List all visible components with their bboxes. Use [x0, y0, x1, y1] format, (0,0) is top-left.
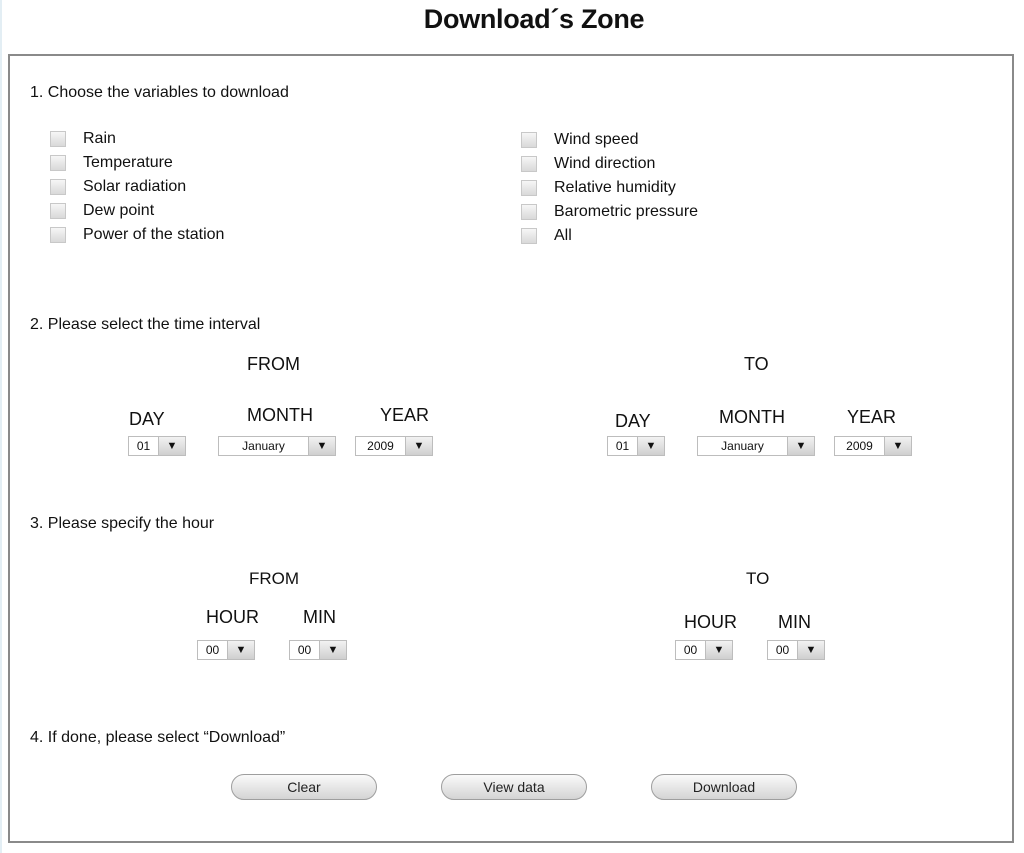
chevron-down-icon[interactable]: ▼ [308, 437, 335, 455]
to-day-value: 01 [615, 439, 630, 453]
power-of-station-label: Power of the station [83, 226, 225, 243]
page-title: Download´s Zone [423, 4, 645, 34]
to-day-label: DAY [615, 411, 651, 431]
chevron-down-icon[interactable]: ▼ [637, 437, 664, 455]
step2-heading: 2. Please select the time interval [30, 316, 261, 333]
from-month-value: January [242, 439, 285, 453]
solar-radiation-checkbox[interactable] [50, 179, 66, 195]
chevron-down-icon[interactable]: ▼ [227, 641, 254, 659]
chevron-down-icon[interactable]: ▼ [405, 437, 432, 455]
to-month-select[interactable] [697, 436, 815, 456]
wind-direction-label: Wind direction [554, 155, 656, 172]
chevron-down-icon[interactable]: ▼ [797, 641, 824, 659]
from-hour-value: 00 [205, 643, 220, 657]
from-hour-select[interactable] [197, 640, 255, 660]
from-min-value: 00 [297, 643, 312, 657]
variable-barometric-pressure[interactable] [521, 200, 698, 224]
variables-left-column [50, 127, 224, 247]
dew-point-checkbox[interactable] [50, 203, 66, 219]
to-month-label: MONTH [719, 407, 785, 427]
barometric-pressure-label: Barometric pressure [554, 203, 699, 220]
wind-speed-label: Wind speed [554, 131, 639, 148]
from-min-label: MIN [303, 607, 336, 627]
rain-label: Rain [83, 130, 116, 147]
from-year-select[interactable] [355, 436, 433, 456]
from-month-select[interactable] [218, 436, 336, 456]
temperature-checkbox[interactable] [50, 155, 66, 171]
step3-heading: 3. Please specify the hour [30, 515, 215, 532]
from-year-label: YEAR [380, 405, 430, 425]
chevron-down-icon[interactable]: ▼ [884, 437, 911, 455]
to-year-value: 2009 [846, 439, 873, 453]
variable-power-of-station[interactable] [50, 223, 224, 247]
variable-all[interactable] [521, 224, 698, 248]
rain-checkbox[interactable] [50, 131, 66, 147]
to-min-value: 00 [775, 643, 790, 657]
relative-humidity-label: Relative humidity [554, 179, 676, 196]
all-checkbox[interactable] [521, 228, 537, 244]
solar-radiation-label: Solar radiation [83, 178, 187, 195]
to-year-select[interactable] [834, 436, 912, 456]
from-day-value: 01 [136, 439, 151, 453]
chevron-down-icon[interactable]: ▼ [787, 437, 814, 455]
date-to-heading: TO [744, 354, 769, 374]
to-min-select[interactable] [767, 640, 825, 660]
variable-relative-humidity[interactable] [521, 176, 698, 200]
all-label: All [554, 227, 572, 244]
from-month-label: MONTH [247, 405, 313, 425]
temperature-label: Temperature [83, 154, 173, 171]
wind-speed-checkbox[interactable] [521, 132, 537, 148]
hour-to-heading: TO [746, 569, 770, 588]
from-day-select[interactable] [128, 436, 186, 456]
variable-rain[interactable] [50, 127, 224, 151]
to-hour-select[interactable] [675, 640, 733, 660]
to-min-label: MIN [778, 612, 811, 632]
to-month-value: January [721, 439, 764, 453]
view-data-button[interactable]: View data [441, 774, 587, 800]
chevron-down-icon[interactable]: ▼ [158, 437, 185, 455]
relative-humidity-checkbox[interactable] [521, 180, 537, 196]
from-min-select[interactable] [289, 640, 347, 660]
window-edge [0, 0, 2, 853]
variable-dew-point[interactable] [50, 199, 224, 223]
step4-heading: 4. If done, please select “Download” [30, 729, 286, 746]
date-from-heading: FROM [247, 354, 300, 374]
variable-solar-radiation[interactable] [50, 175, 224, 199]
to-hour-label: HOUR [684, 612, 737, 632]
from-hour-label: HOUR [206, 607, 259, 627]
step1-heading: 1. Choose the variables to download [30, 84, 289, 101]
variable-temperature[interactable] [50, 151, 224, 175]
hour-from-heading: FROM [249, 569, 300, 588]
to-hour-value: 00 [683, 643, 698, 657]
dew-point-label: Dew point [83, 202, 155, 219]
barometric-pressure-checkbox[interactable] [521, 204, 537, 220]
wind-direction-checkbox[interactable] [521, 156, 537, 172]
variables-right-column [521, 128, 698, 248]
clear-button[interactable]: Clear [231, 774, 377, 800]
to-year-label: YEAR [847, 407, 897, 427]
to-day-select[interactable] [607, 436, 665, 456]
variable-wind-direction[interactable] [521, 152, 698, 176]
from-year-value: 2009 [367, 439, 394, 453]
variable-wind-speed[interactable] [521, 128, 698, 152]
chevron-down-icon[interactable]: ▼ [319, 641, 346, 659]
power-of-station-checkbox[interactable] [50, 227, 66, 243]
chevron-down-icon[interactable]: ▼ [705, 641, 732, 659]
download-button[interactable]: Download [651, 774, 797, 800]
from-day-label: DAY [129, 409, 165, 429]
